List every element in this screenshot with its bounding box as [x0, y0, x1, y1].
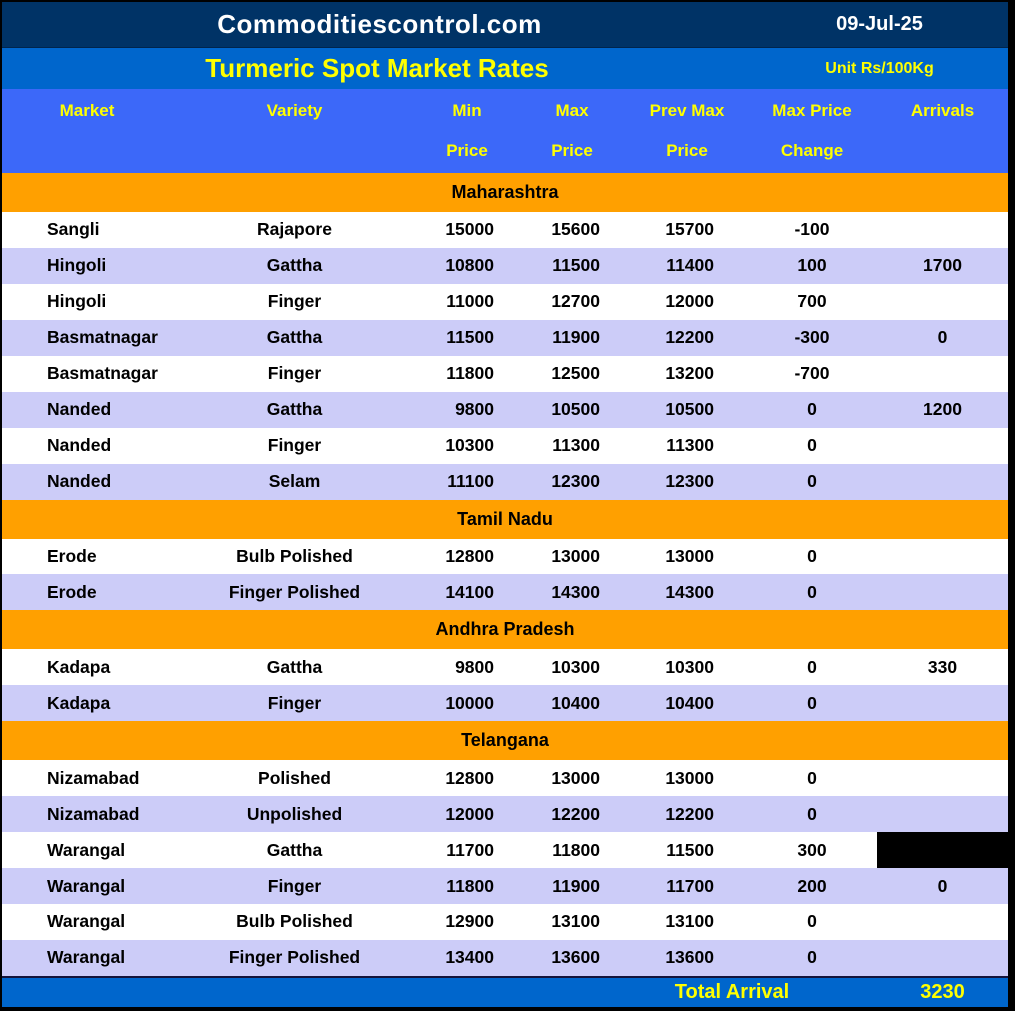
arrivals-cell: 0 — [937, 875, 948, 896]
arrivals-cell — [877, 464, 1008, 500]
prev-max-price-cell: 12300 — [665, 471, 714, 492]
footer-bar — [2, 976, 1008, 1007]
table-row — [2, 649, 1008, 685]
variety-cell: Finger — [267, 435, 322, 456]
section-header-telangana: Telangana — [2, 721, 1008, 760]
table-row — [2, 248, 1008, 284]
table-row — [2, 392, 1008, 428]
market-cell: Hingoli — [47, 291, 107, 312]
variety-cell: Gattha — [266, 656, 323, 677]
table-row — [2, 832, 1008, 868]
variety-cell: Bulb Polished — [236, 911, 353, 932]
max-price-cell: 13000 — [551, 545, 600, 566]
title-bar — [2, 47, 1008, 89]
max-price-change-cell: 0 — [807, 545, 817, 566]
arrivals-cell — [877, 685, 1008, 721]
table-row — [2, 760, 1008, 796]
col-chg-line2: Change — [780, 141, 844, 160]
market-cell: Nanded — [47, 399, 112, 420]
section-header-tamil-nadu: Tamil Nadu — [2, 500, 1008, 539]
table-row — [2, 904, 1008, 940]
prev-max-price-cell: 13000 — [665, 767, 714, 788]
arrivals-cell — [877, 539, 1008, 575]
prev-max-price-cell: 12200 — [665, 803, 714, 824]
max-price-cell: 10400 — [551, 692, 600, 713]
prev-max-price-cell: 15700 — [665, 219, 714, 240]
section-header-maharashtra: Maharashtra — [2, 173, 1008, 212]
min-price-cell: 12900 — [445, 911, 494, 932]
max-price-cell: 12300 — [551, 471, 600, 492]
max-price-cell: 12200 — [551, 803, 600, 824]
variety-cell: Unpolished — [246, 803, 343, 824]
unit-label: Unit Rs/100Kg — [825, 60, 934, 77]
max-price-cell: 15600 — [551, 219, 600, 240]
market-cell: Basmatnagar — [47, 363, 158, 384]
min-price-cell: 11000 — [446, 291, 494, 312]
col-min-line2: Price — [446, 141, 488, 160]
variety-cell: Finger — [267, 363, 322, 384]
market-cell: Basmatnagar — [47, 327, 158, 348]
prev-max-price-cell: 12000 — [665, 291, 714, 312]
variety-cell: Gattha — [266, 255, 323, 276]
col-max-price-change: Max Price — [772, 101, 852, 120]
max-price-change-cell: 0 — [807, 947, 817, 968]
prev-max-price-cell: 13200 — [665, 363, 714, 384]
variety-cell: Gattha — [266, 399, 323, 420]
max-price-cell: 10500 — [551, 399, 600, 420]
max-price-cell: 13000 — [551, 767, 600, 788]
prev-max-price-cell: 13100 — [665, 911, 714, 932]
market-cell: Nizamabad — [47, 767, 140, 788]
arrivals-cell — [877, 428, 1008, 464]
max-price-change-cell: 100 — [797, 255, 827, 276]
market-cell: Sangli — [47, 219, 100, 240]
max-price-cell: 11900 — [552, 875, 600, 896]
min-price-cell: 12800 — [445, 767, 494, 788]
table-row — [2, 868, 1008, 904]
max-price-cell: 10300 — [551, 656, 600, 677]
market-cell: Erode — [47, 581, 97, 602]
min-price-cell: 9800 — [455, 656, 494, 677]
max-price-change-cell: 0 — [807, 803, 817, 824]
max-price-change-cell: 0 — [807, 692, 817, 713]
market-cell: Warangal — [47, 839, 126, 860]
site-title: Commoditiescontrol.com — [217, 9, 542, 39]
min-price-cell: 9800 — [455, 399, 494, 420]
min-price-cell: 14100 — [445, 581, 494, 602]
market-cell: Warangal — [47, 875, 126, 896]
col-variety: Variety — [266, 101, 323, 120]
table-row — [2, 356, 1008, 392]
table-row — [2, 539, 1008, 575]
prev-max-price-cell: 10300 — [665, 656, 714, 677]
redacted-arrivals-cell — [877, 832, 1008, 868]
arrivals-cell: 0 — [937, 327, 948, 348]
max-price-change-cell: 0 — [807, 581, 817, 602]
max-price-change-cell: 0 — [807, 911, 817, 932]
table-row — [2, 284, 1008, 320]
table-row — [2, 428, 1008, 464]
table-row — [2, 940, 1008, 976]
max-price-change-cell: -300 — [794, 327, 830, 348]
table-row — [2, 574, 1008, 610]
min-price-cell: 12000 — [445, 803, 494, 824]
max-price-change-cell: -700 — [794, 363, 830, 384]
market-cell: Kadapa — [47, 692, 111, 713]
prev-max-price-cell: 12200 — [665, 327, 714, 348]
max-price-cell: 11300 — [552, 435, 600, 456]
min-price-cell: 11500 — [446, 327, 494, 348]
max-price-cell: 11900 — [552, 327, 600, 348]
market-cell: Warangal — [47, 947, 126, 968]
market-cell: Hingoli — [47, 255, 107, 276]
max-price-change-cell: 0 — [807, 435, 817, 456]
total-arrival-label: Total Arrival — [674, 981, 790, 1003]
variety-cell: Selam — [268, 471, 321, 492]
max-price-cell: 14300 — [551, 581, 600, 602]
max-price-change-cell: 0 — [807, 471, 817, 492]
section-header-andhra-pradesh: Andhra Pradesh — [2, 610, 1008, 649]
arrivals-cell — [877, 796, 1008, 832]
table-row — [2, 320, 1008, 356]
market-cell: Nanded — [47, 471, 112, 492]
prev-max-price-cell: 10400 — [665, 692, 714, 713]
max-price-change-cell: 0 — [807, 399, 817, 420]
market-cell: Kadapa — [47, 656, 111, 677]
col-max-line2: Price — [551, 141, 593, 160]
col-prev-max: Prev Max — [649, 101, 725, 120]
report-date: 09-Jul-25 — [836, 13, 923, 35]
variety-cell: Finger — [267, 875, 322, 896]
max-price-cell: 12700 — [551, 291, 600, 312]
table-row — [2, 796, 1008, 832]
max-price-change-cell: 700 — [797, 291, 827, 312]
prev-max-price-cell: 14300 — [665, 581, 714, 602]
max-price-change-cell: -100 — [794, 219, 830, 240]
arrivals-cell: 1200 — [923, 399, 962, 420]
arrivals-cell: 330 — [927, 656, 958, 677]
variety-cell: Bulb Polished — [236, 545, 353, 566]
top-bar — [2, 2, 1008, 47]
market-cell: Warangal — [47, 911, 126, 932]
total-arrival-value: 3230 — [920, 981, 965, 1003]
min-price-cell: 11800 — [446, 875, 494, 896]
table-row — [2, 212, 1008, 248]
max-price-change-cell: 300 — [797, 839, 827, 860]
min-price-cell: 10000 — [445, 692, 494, 713]
variety-cell: Polished — [258, 767, 331, 788]
max-price-cell: 12500 — [551, 363, 600, 384]
arrivals-cell — [877, 760, 1008, 796]
variety-cell: Gattha — [266, 839, 323, 860]
market-cell: Nizamabad — [47, 803, 140, 824]
prev-max-price-cell: 13600 — [665, 947, 714, 968]
column-header — [2, 89, 1008, 173]
variety-cell: Gattha — [266, 327, 323, 348]
max-price-cell: 11500 — [552, 255, 600, 276]
variety-cell: Finger Polished — [228, 947, 361, 968]
arrivals-cell — [877, 212, 1008, 248]
variety-cell: Finger Polished — [228, 581, 361, 602]
max-price-cell: 13600 — [551, 947, 600, 968]
col-prev-line2: Price — [666, 141, 708, 160]
max-price-change-cell: 200 — [797, 875, 827, 896]
prev-max-price-cell: 10500 — [665, 399, 714, 420]
market-cell: Nanded — [47, 435, 112, 456]
arrivals-cell: 1700 — [923, 255, 962, 276]
prev-max-price-cell: 11700 — [666, 875, 714, 896]
market-cell: Erode — [47, 545, 97, 566]
variety-cell: Finger — [267, 291, 322, 312]
max-price-change-cell: 0 — [807, 656, 817, 677]
max-price-cell: 13100 — [551, 911, 600, 932]
col-market: Market — [59, 101, 115, 120]
max-price-cell: 11800 — [552, 839, 600, 860]
table-row — [2, 685, 1008, 721]
min-price-cell: 11100 — [447, 471, 494, 492]
col-arrivals: Arrivals — [910, 101, 975, 120]
page-title: Turmeric Spot Market Rates — [205, 53, 549, 83]
arrivals-cell — [877, 574, 1008, 610]
table-body — [2, 173, 1008, 976]
min-price-cell: 12800 — [445, 545, 494, 566]
min-price-cell: 11700 — [446, 839, 494, 860]
min-price-cell: 10300 — [445, 435, 494, 456]
table-row — [2, 464, 1008, 500]
arrivals-cell — [877, 356, 1008, 392]
arrivals-cell — [877, 904, 1008, 940]
min-price-cell: 11800 — [446, 363, 494, 384]
min-price-cell: 15000 — [445, 219, 494, 240]
prev-max-price-cell: 11500 — [666, 839, 714, 860]
arrivals-cell — [877, 940, 1008, 976]
variety-cell: Finger — [267, 692, 322, 713]
prev-max-price-cell: 11400 — [666, 255, 714, 276]
col-min: Min — [452, 101, 482, 120]
variety-cell: Rajapore — [257, 219, 332, 240]
min-price-cell: 10800 — [445, 255, 494, 276]
min-price-cell: 13400 — [445, 947, 494, 968]
arrivals-cell — [877, 284, 1008, 320]
max-price-change-cell: 0 — [807, 767, 817, 788]
prev-max-price-cell: 13000 — [665, 545, 714, 566]
col-max: Max — [555, 101, 589, 120]
prev-max-price-cell: 11300 — [666, 435, 714, 456]
